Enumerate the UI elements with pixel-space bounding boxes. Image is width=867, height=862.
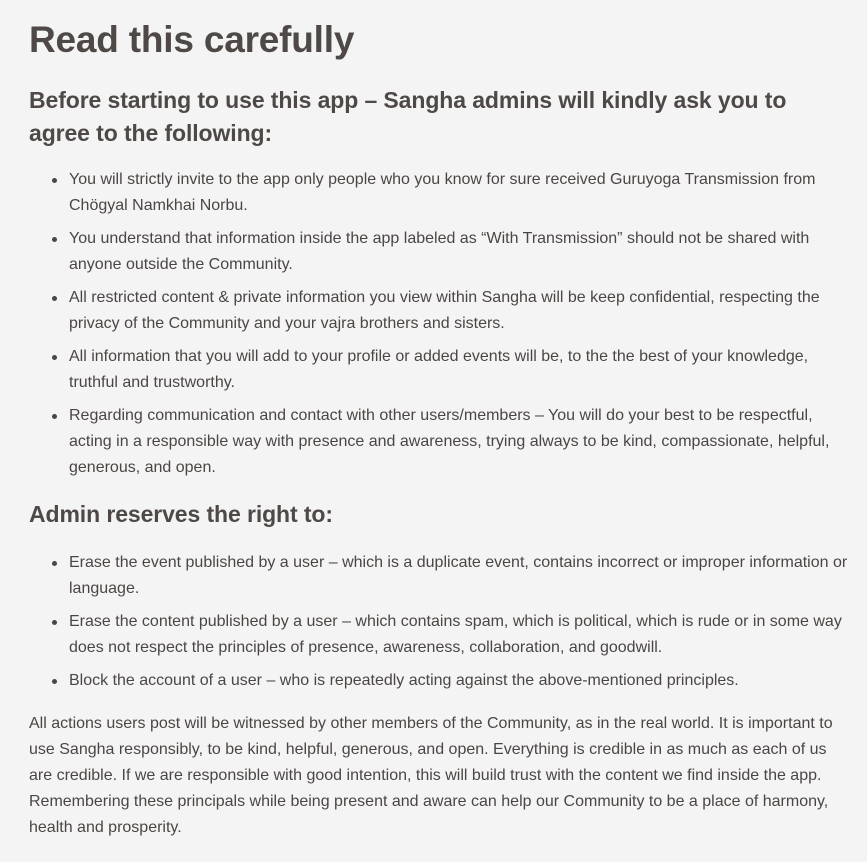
- admin-rights-item-text: Block the account of a user – who is repeatedly acting against the above-mentioned principles.: [69, 672, 739, 689]
- bullet-icon: [52, 414, 57, 419]
- bullet-icon: [52, 561, 57, 566]
- bullet-icon: [52, 237, 57, 242]
- bullet-icon: [52, 355, 57, 360]
- agreement-item: [69, 403, 849, 481]
- agreement-item: [69, 226, 849, 278]
- agreement-item-text: All information that you will add to your profile or added events will be, to the the best of your knowledge, truthful and trustworthy.: [69, 348, 809, 391]
- agreement-item-text: You will strictly invite to the app only people who you know for sure received Guruyoga Transmission from Chögyal Namkhai Norbu.: [69, 171, 816, 214]
- admin-rights-list: [29, 550, 849, 694]
- agreement-item: [69, 344, 849, 396]
- footer-paragraph: All actions users post will be witnessed by other members of the Community, as in the real world. It is important to use Sangha responsibly, to be kind, helpful, generous, and open. Everything is credible in as much as each of us are credible. If we are responsible with good intention, this will build trust with the content we find inside the app. Remembering these principals while being present and aware can help our Community to be a place of harmony, health and prosperity.: [29, 715, 833, 836]
- agreement-item-text: All restricted content & private information you view within Sangha will be keep confidential, respecting the privacy of the Community and your vajra brothers and sisters.: [69, 289, 820, 332]
- agreement-heading: Before starting to use this app – Sangha admins will kindly ask you to agree to the following:: [29, 87, 787, 146]
- admin-rights-item: [69, 550, 849, 602]
- bullet-icon: [52, 679, 57, 684]
- agreement-item-text: You understand that information inside the app labeled as “With Transmission” should not be shared with anyone outside the Community.: [69, 230, 810, 273]
- agreement-list: [29, 167, 849, 481]
- admin-rights-item: [69, 668, 849, 694]
- admin-rights-item: [69, 609, 849, 661]
- bullet-icon: [52, 296, 57, 301]
- admin-rights-item-text: Erase the content published by a user – which contains spam, which is political, which is rude or in some way does not respect the principles of presence, awareness, collaboration, and goodwill.: [69, 613, 842, 656]
- terms-content: [29, 16, 849, 841]
- page-title: Read this carefully: [29, 19, 355, 60]
- agreement-item: [69, 285, 849, 337]
- agreement-item: [69, 167, 849, 219]
- admin-heading: Admin reserves the right to:: [29, 501, 333, 527]
- admin-rights-item-text: Erase the event published by a user – which is a duplicate event, contains incorrect or improper information or language.: [69, 554, 848, 597]
- bullet-icon: [52, 178, 57, 183]
- bullet-icon: [52, 620, 57, 625]
- agreement-item-text: Regarding communication and contact with other users/members – You will do your best to be respectful, acting in a responsible way with presence and awareness, trying always to be kind, compassionate, helpful, generous, and open.: [69, 407, 830, 476]
